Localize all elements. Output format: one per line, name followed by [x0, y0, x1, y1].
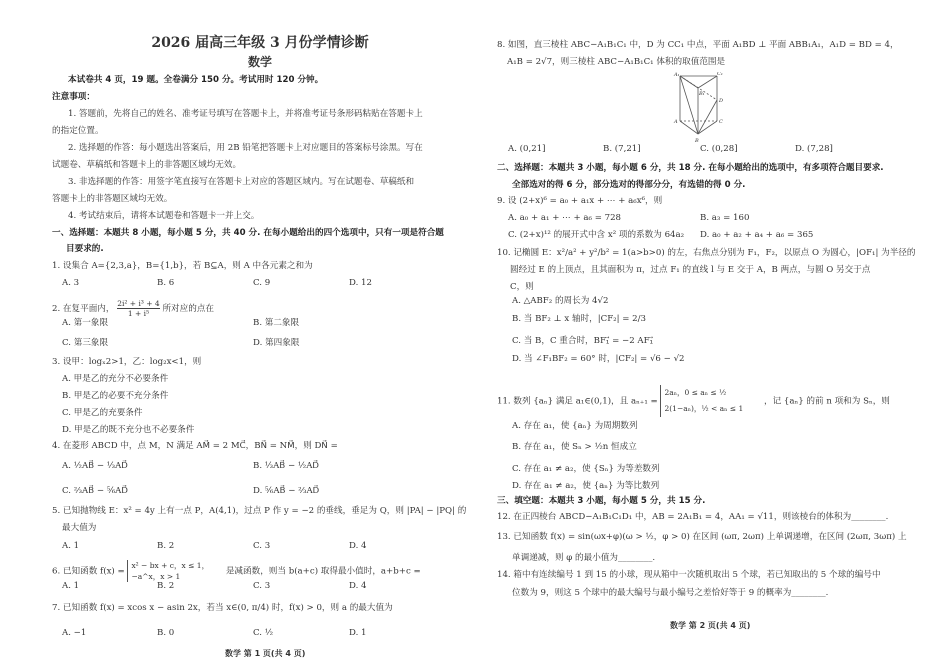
option: C. 9: [253, 278, 271, 288]
question-4-stem: 4. 在菱形 ABCD 中，点 M，N 满足 AM⃗ = 2 MC⃗，BN⃗ = NM⃗，则 DN⃗ =: [52, 441, 338, 451]
notice-line: 2. 选择题的作答：每小题选出答案后，用 2B 铅笔把答题卡上对应题目的答案标号涂黑。写在: [68, 143, 423, 153]
case: x² − bx + c，x ≤ 1，: [131, 561, 210, 570]
fraction: [117, 299, 159, 318]
option: A. −1: [62, 628, 87, 638]
question-10-stem: 圆经过 E 的上顶点，且其面积为 π，过点 F₁ 的直线 l 与 E 交于 A，B 两点，与圆 O 另交于点: [510, 265, 871, 275]
option: A. (0,21]: [508, 144, 546, 154]
option: A. 1: [62, 581, 80, 591]
option: B. 2: [157, 541, 175, 551]
question-6-stem: [52, 560, 421, 582]
prism-figure: [673, 72, 733, 144]
option: D. 第四象限: [253, 338, 300, 348]
page-footer: 数学 第 1 页(共 4 页): [225, 649, 306, 658]
option: B. 当 BF₂ ⊥ x 轴时，|CF₂| = 2/3: [512, 314, 647, 324]
stem-text: 11. 数列 {aₙ} 满足 a₁∈(0,1)，且 aₙ₊₁ =: [497, 396, 658, 407]
option: C. 3: [253, 541, 271, 551]
option: C. 甲是乙的充要条件: [62, 408, 143, 418]
option: D. 1: [349, 628, 367, 638]
question-10-stem: 10. 记椭圆 E：x²/a² + y²/b² = 1(a>b>0) 的左，右焦点分别为 F₁，F₂，以原点 O 为圆心，|OF₁| 为半径的: [497, 248, 916, 258]
question-11-stem: [497, 385, 890, 417]
option: D. 甲是乙的既不充分也不必要条件: [62, 425, 195, 435]
question-10-stem: C，则: [510, 282, 534, 292]
option: D. ⅚AB⃗ − ⅔AD⃗: [253, 486, 320, 496]
option: D. 12: [349, 278, 372, 288]
subject-title: 数学: [247, 55, 272, 69]
option: D. 当 ∠F₁BF₂ = 60° 时，|CF₂| = √6 − √2: [512, 354, 685, 364]
section-heading: 全部选对的得 6 分，部分选对的得部分分，有选错的得 0 分.: [512, 180, 746, 190]
option: A. 第一象限: [62, 318, 109, 328]
section-heading: 一、选择题：本题共 8 小题，每小题 5 分，共 40 分. 在每小题给出的四个选项中，只有一项是符合题: [52, 228, 444, 238]
option: C. ½: [253, 628, 274, 638]
page-footer: 数学 第 2 页(共 4 页): [670, 621, 751, 630]
question-8-stem: 8. 如图，直三棱柱 ABC−A₁B₁C₁ 中，D 为 CC₁ 中点，平面 A₁BD ⊥ 平面 ABB₁A₁，A₁D = BD = 4，: [497, 40, 899, 50]
section-heading: 三、填空题：本题共 3 小题，每小题 5 分，共 15 分.: [497, 496, 706, 506]
question-1-stem: 1. 设集合 A={2,3,a}，B={1,b}，若 B⊆A，则 A 中各元素之和为: [52, 261, 313, 271]
option: A. 甲是乙的充分不必要条件: [62, 374, 169, 384]
case: 2(1−aₙ)，½ < aₙ ≤ 1: [664, 404, 744, 413]
question-8-stem: A₁B = 2√7，则三棱柱 ABC−A₁B₁C₁ 体积的取值范围是: [507, 57, 726, 67]
figure-label: C₁: [717, 72, 723, 77]
option: B. ⅓AB⃗ − ½AD⃗: [253, 461, 320, 471]
option: C. (0,28]: [700, 144, 738, 154]
option: C. 3: [253, 581, 271, 591]
question-14-stem: 位数为 9，则这 5 个球中的最大编号与最小编号之差恰好等于 9 的概率为________.: [512, 588, 829, 598]
denominator: 1 + i⁵: [127, 309, 150, 318]
case: 2aₙ，0 ≤ aₙ ≤ ½: [664, 388, 727, 397]
option: B. a₃ = 160: [700, 213, 750, 223]
option: B. (7,21]: [603, 144, 641, 154]
notice-line: 3. 非选择题的作答：用签字笔直接写在答题卡上对应的答题区域内。写在试题卷、草稿纸和: [68, 177, 415, 187]
stem-text: 所对应的点在: [162, 304, 215, 314]
exam-title: 2026 届高三年级 3 月份学情诊断: [151, 35, 369, 51]
option: A. a₀ + a₁ + ⋯ + a₆ = 728: [508, 213, 622, 223]
piecewise: [127, 560, 209, 582]
option: D. 4: [349, 581, 367, 591]
stem-text: ，记 {aₙ} 的前 n 项和为 Sₙ，则: [763, 396, 890, 407]
option: B. 存在 a₁，使 Sₙ > ½n 恒成立: [512, 442, 637, 452]
numerator: 2i² + i³ + 4: [117, 299, 160, 308]
stem-text: 是减函数，则当 b(a+c) 取得最小值时，a+b+c =: [225, 566, 421, 577]
option: B. 甲是乙的必要不充分条件: [62, 391, 169, 401]
option: B. 2: [157, 581, 175, 591]
question-5-stem: 5. 已知抛物线 E：x² = 4y 上有一点 P，A(4,1)，过点 P 作 y = −2 的垂线，垂足为 Q，则 |PA| − |PQ| 的: [52, 506, 467, 516]
option: C. (2+x)¹² 的展开式中含 x² 项的系数为 64a₂: [508, 230, 685, 240]
option: C. 存在 a₁ ≠ a₂，使 {Sₙ} 为等差数列: [512, 464, 660, 474]
notice-line: 的指定位置。: [52, 126, 104, 136]
option: A. 1: [62, 541, 80, 551]
question-9-stem: 9. 设 (2+x)⁶ = a₀ + a₁x + ⋯ + a₆x⁶，则: [497, 196, 663, 206]
option: D. (7,28]: [795, 144, 833, 154]
figure-label: A₁: [674, 72, 680, 78]
piecewise: [660, 385, 743, 417]
option: B. 第二象限: [253, 318, 300, 328]
question-7-stem: 7. 已知函数 f(x) = xcos x − asin 2x，若当 x∈(0, π/4) 时，f(x) > 0，则 a 的最大值为: [52, 603, 393, 613]
notice-line: 答题卡上的非答题区域均无效。: [52, 194, 173, 204]
question-13-stem: 13. 已知函数 f(x) = sin(ωx+φ)(ω > ½，φ > 0) 在区间 (ωπ, 2ωπ) 上单调递增，在区间 (2ωπ, 3ωπ) 上: [497, 532, 907, 542]
question-3-stem: 3. 设甲：logₓ2>1，乙：log₂x<1，则: [52, 357, 202, 367]
option: C. ⅔AB⃗ − ⅚AD⃗: [62, 486, 128, 496]
figure-label: B₁: [699, 91, 705, 97]
question-14-stem: 14. 箱中有连续编号 1 到 15 的小球，现从箱中一次随机取出 5 个球，若已知取出的 5 个球的编号中: [497, 570, 881, 580]
option: D. a₀ + a₂ + a₄ + a₆ = 365: [700, 230, 814, 240]
stem-text: 6. 已知函数 f(x) =: [52, 566, 125, 577]
exam-info: 本试卷共 4 页，19 题。全卷满分 150 分。考试用时 120 分钟。: [68, 75, 324, 85]
notice-heading: 注意事项：: [52, 92, 95, 102]
option: A. 存在 a₁，使 {aₙ} 为周期数列: [512, 421, 638, 431]
figure-label: D: [719, 98, 724, 104]
notice-line: 试题卷、草稿纸和答题卡上的非答题区域均无效。: [52, 160, 242, 170]
option: B. 0: [157, 628, 175, 638]
question-2-stem: [52, 299, 214, 318]
question-12-stem: 12. 在正四棱台 ABCD−A₁B₁C₁D₁ 中，AB = 2A₁B₁ = 4，AA₁ = √11，则该棱台的体积为________.: [497, 512, 889, 522]
option: D. 存在 a₁ ≠ a₂，使 {aₙ} 为等比数列: [512, 481, 660, 491]
notice-line: 4. 考试结束后，请将本试题卷和答题卡一并上交。: [68, 211, 260, 221]
option: B. 6: [157, 278, 175, 288]
figure-label: C: [719, 119, 723, 125]
option: C. 当 B，C 重合时，BF₁⃗ = −2 AF₁⃗: [512, 336, 654, 346]
question-5-stem: 最大值为: [62, 523, 97, 533]
option: D. 4: [349, 541, 367, 551]
notice-line: 1. 答题前，先将自己的姓名、准考证号填写在答题卡上，并将准考证号条形码粘贴在答题卡上: [68, 109, 423, 119]
option: A. 3: [62, 278, 80, 288]
option: A. △ABF₂ 的周长为 4√2: [512, 296, 609, 306]
question-13-stem: 单调递减，则 φ 的最小值为________.: [512, 553, 656, 563]
figure-label: A: [674, 119, 678, 125]
option: C. 第三象限: [62, 338, 109, 348]
case: −a^x，x > 1: [131, 572, 181, 581]
section-heading: 目要求的.: [66, 244, 104, 254]
option: A. ½AB⃗ − ⅓AD⃗: [62, 461, 128, 471]
stem-text: 2. 在复平面内，: [52, 304, 115, 314]
figure-label: B: [695, 138, 699, 144]
section-heading: 二、选择题：本题共 3 小题，每小题 6 分，共 18 分. 在每小题给出的选项中，有多项符合题目要求.: [497, 163, 884, 173]
